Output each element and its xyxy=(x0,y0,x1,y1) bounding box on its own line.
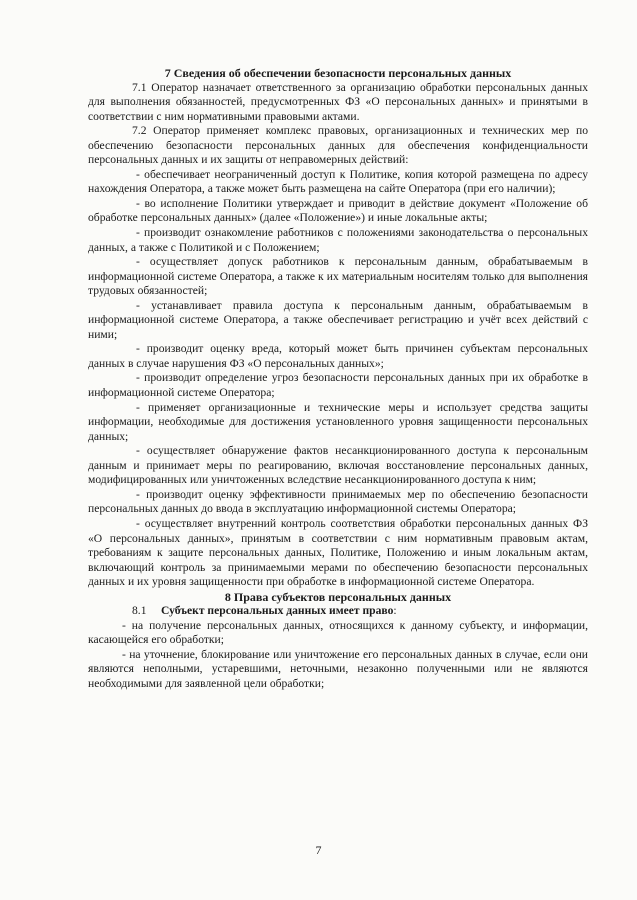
paragraph-7-1: 7.1 Оператор назначает ответственного за организацию обработки персональных данных для выполнения обязанностей, предусмотренных ФЗ «О персональных данных» и принятыми в соответствии с ним нормативными правовыми актами. xyxy=(88,80,588,123)
measure-item: - во исполнение Политики утверждает и приводит в действие документ «Положение об обработке персональных данных» (далее «Положение») и иные локальные акты; xyxy=(88,196,588,225)
measure-item: - производит ознакомление работников с положениями законодательства о персональных данных, а также с Политикой и с Положением; xyxy=(88,226,588,254)
right-item: - на получение персональных данных, относящихся к данному субъекту, и информации, касающейся его обработки; xyxy=(88,618,588,647)
paragraph-8-1-number: 8.1 xyxy=(132,604,147,618)
measure-item: - устанавливает правила доступа к персональным данным, обрабатываемым в информационной системе Оператора, а также обеспечивает регистрацию и учёт всех действий с ними; xyxy=(88,298,588,341)
section-7-heading: 7 Сведения об обеспечении безопасности персональных данных xyxy=(164,66,512,80)
measure-item: - производит определение угроз безопасности персональных данных при их обработке в информационной системе Оператора; xyxy=(88,371,588,400)
paragraph-8-1 xyxy=(88,604,588,619)
measure-item: - осуществляет внутренний контроль соответствия обработки персональных данных ФЗ «О персональных данных», принятым в соответствии с ним нормативным правовым актам, требованиям к защите персональных данных, Политике, Положению и иным локальным актам, включающий контроль за принимаемыми мерами по обеспечению безопасности персональных данных и их уровня защищенности при обработке в информационной системе Оператора. xyxy=(88,516,588,589)
paragraph-8-1-title: Субъект персональных данных имеет право xyxy=(161,604,394,618)
measure-item: - обеспечивает неограниченный доступ к Политике, копия которой размещена по адресу нахождения Оператора, а также может быть размещена на сайте Оператора (при его наличии); xyxy=(88,167,588,196)
measure-item: - осуществляет обнаружение фактов несанкционированного доступа к персональным данным и принимает меры по реагированию, включая восстановление персональных данных, модифицированных или уничтоженных вследствие несанкционированного доступа к ним; xyxy=(88,444,588,487)
measure-item: - производит оценку вреда, который может быть причинен субъектам персональных данных в случае нарушения ФЗ «О персональных данных»; xyxy=(88,342,588,370)
paragraph-8-1-colon: : xyxy=(393,604,397,618)
measure-item: - осуществляет допуск работников к персональным данным, обрабатываемым в информационной системе Оператора, а также к их материальным носителям только для выполнения трудовых обязанностей; xyxy=(88,255,588,298)
section-8-heading: 8 Права субъектов персональных данных xyxy=(224,589,452,604)
measure-item: - производит оценку эффективности принимаемых мер по обеспечению безопасности персональных данных до ввода в эксплуатацию информационной системы Оператора; xyxy=(88,487,588,516)
page-content xyxy=(88,66,588,692)
measure-item: - применяет организационные и технические меры и использует средства защиты информации, необходимые для достижения установленного уровня защищенности персональных данных; xyxy=(88,400,588,443)
paragraph-7-2: 7.2 Оператор применяет комплекс правовых, организационных и технических мер по обеспечению безопасности персональных данных для обеспечения конфиденциальности персональных данных и их защиты от неправомерных действий: xyxy=(88,124,588,167)
page-number: 7 xyxy=(315,843,322,857)
right-item: - на уточнение, блокирование или уничтожение его персональных данных в случае, если они являются неполными, устаревшими, неточными, незаконно полученными или не являются необходимыми для заявленной цели обработки; xyxy=(88,647,588,690)
